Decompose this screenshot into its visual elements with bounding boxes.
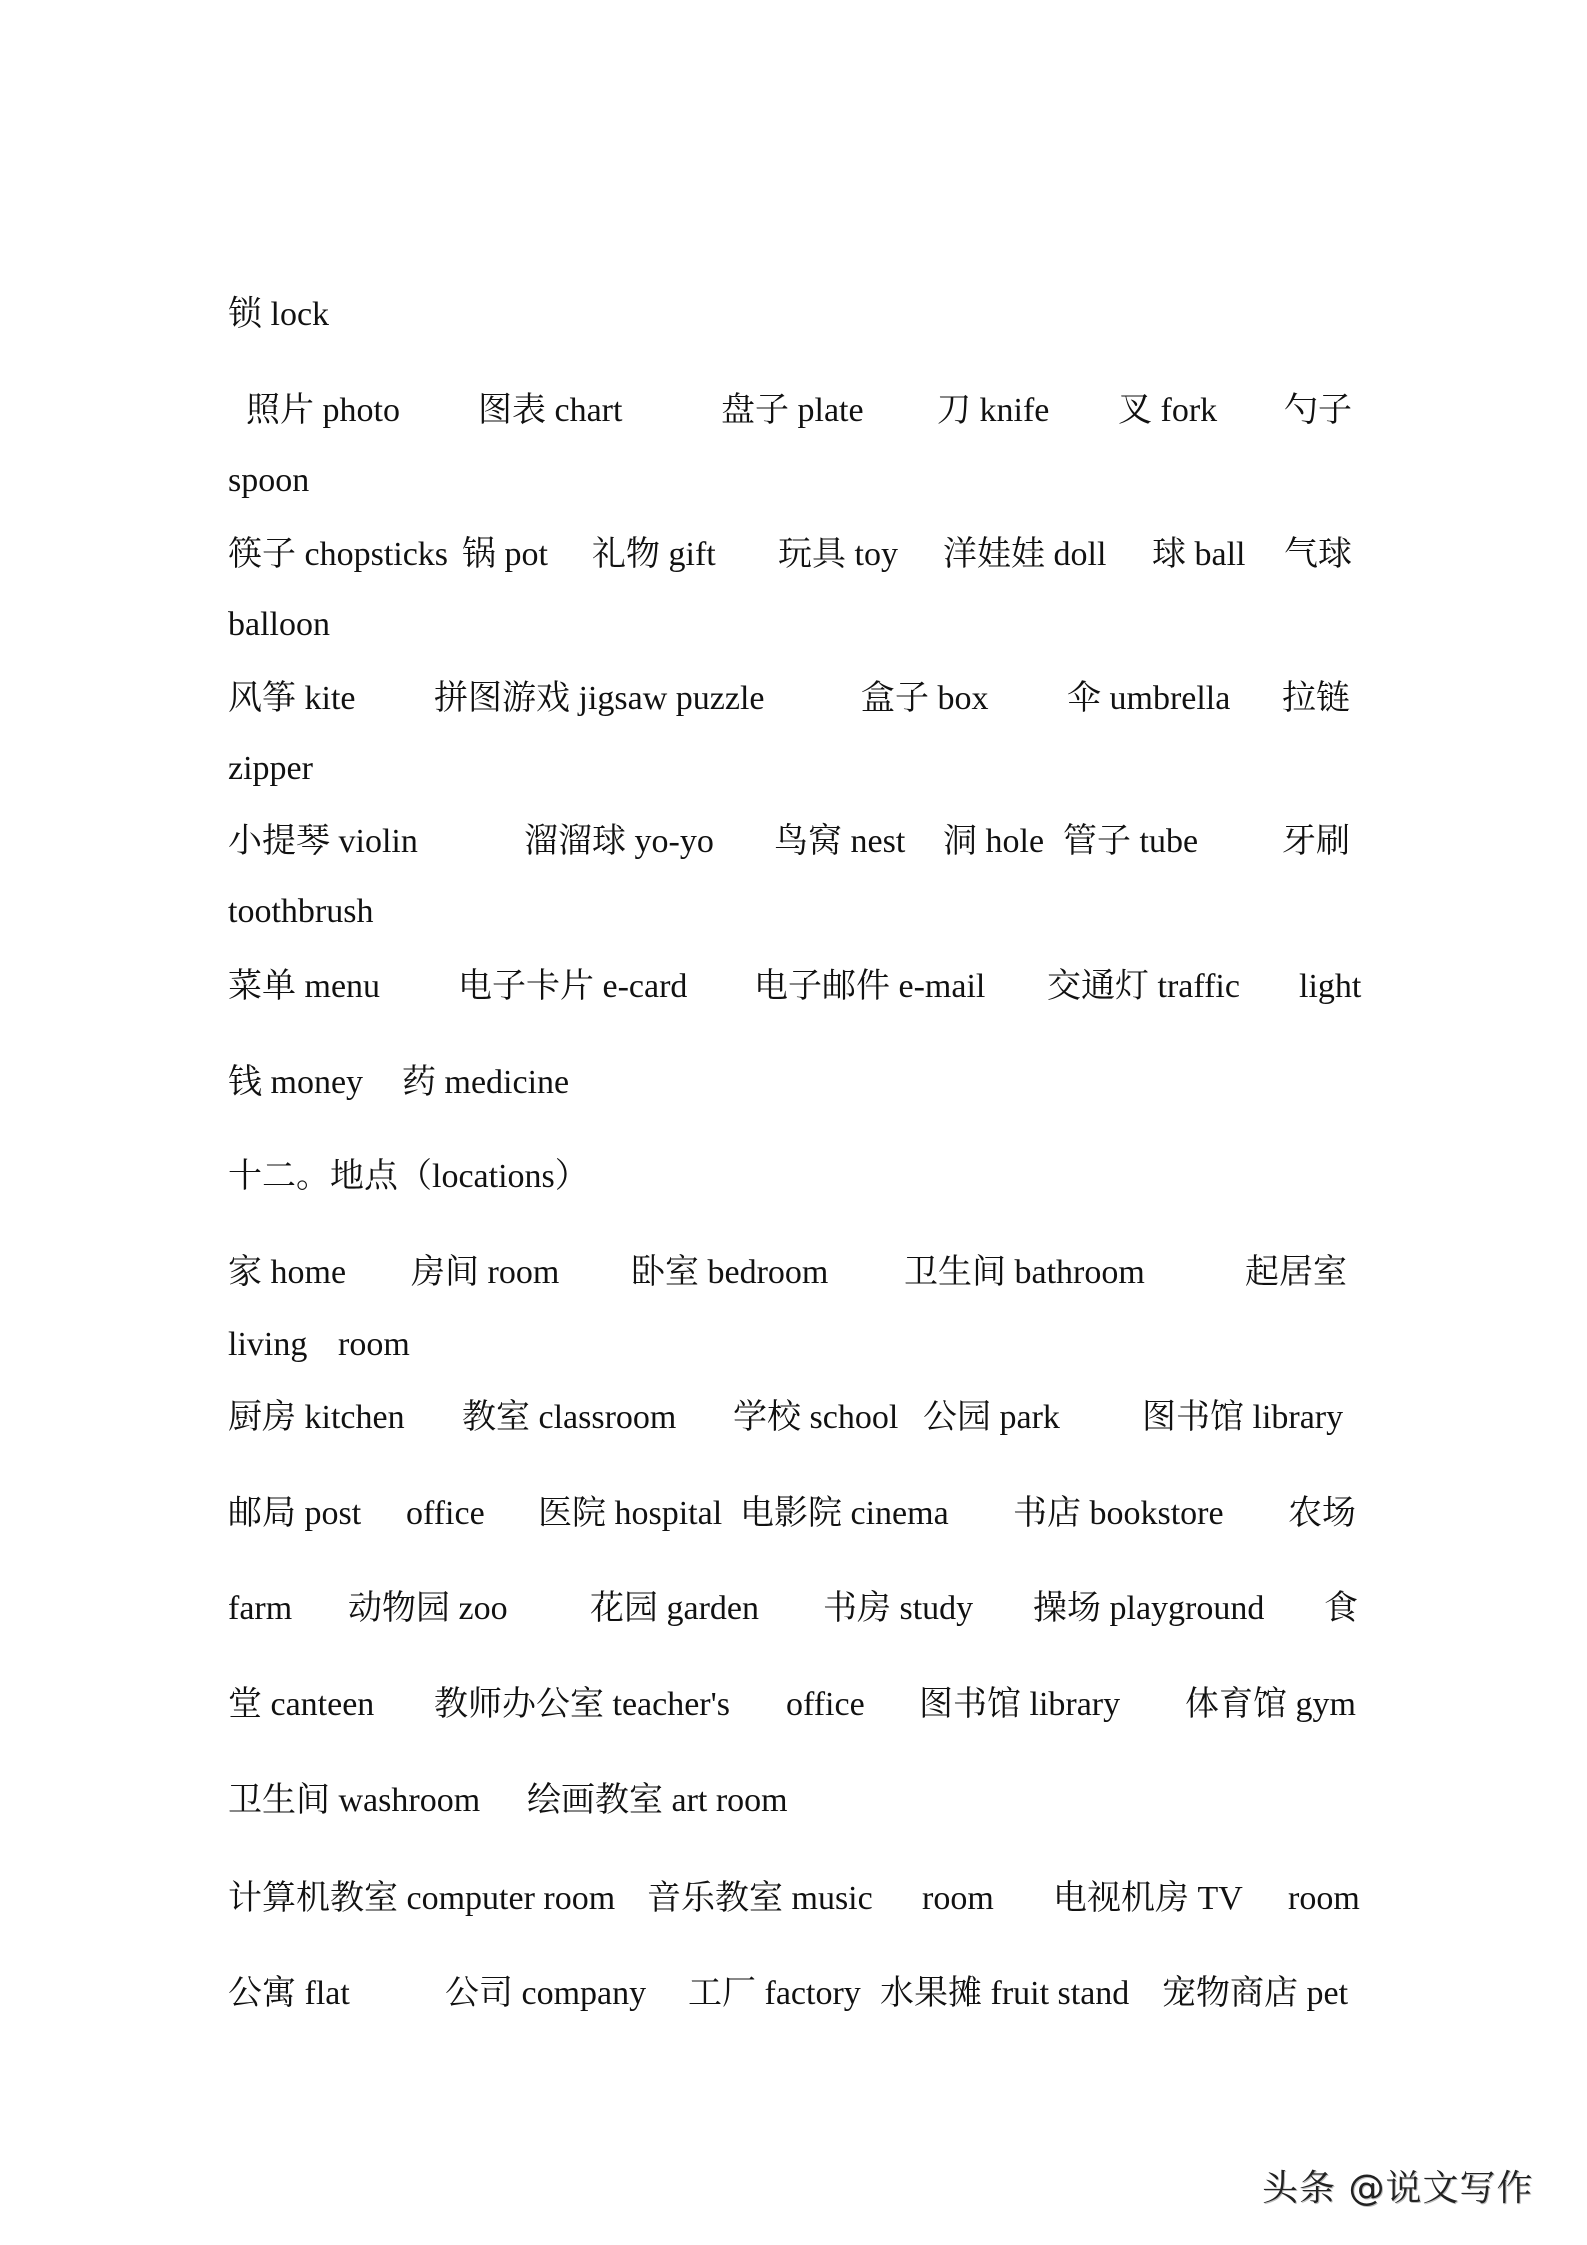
text-line: [0, 744, 1587, 794]
vocab-entry: spoon: [228, 462, 310, 499]
vocab-entry: 图书馆 library: [919, 1686, 1121, 1723]
vocab-entry: 操场 playground: [1033, 1590, 1265, 1627]
text-line: [0, 1489, 1587, 1539]
vocab-entry: 学校 school: [733, 1399, 899, 1436]
vocab-entry: 医院 hospital: [538, 1495, 723, 1532]
vocab-entry: 拉链: [1282, 680, 1350, 717]
vocab-entry: 气球: [1284, 536, 1352, 573]
vocab-entry: 工厂 factory: [688, 1975, 861, 2012]
vocab-entry: 电视机房 TV: [1053, 1880, 1243, 1917]
vocab-entry: 照片 photo: [246, 392, 400, 429]
vocab-entry: 玩具 toy: [778, 536, 898, 573]
watermark: 头条 @说文写作: [1262, 2168, 1534, 2209]
vocab-entry: office: [406, 1495, 485, 1532]
text-line: [0, 290, 1587, 340]
text-line: [0, 1680, 1587, 1730]
vocab-entry: 风筝 kite: [228, 680, 356, 717]
vocab-entry: 邮局 post: [228, 1495, 362, 1532]
vocab-entry: 卫生间 washroom: [228, 1782, 481, 1819]
vocab-entry: 洞 hole: [943, 823, 1045, 860]
vocab-entry: room: [1288, 1880, 1360, 1917]
vocab-entry: 锁 lock: [228, 296, 330, 333]
vocab-entry: 电子邮件 e-mail: [754, 968, 986, 1005]
vocab-entry: 礼物 gift: [592, 536, 716, 573]
text-line: [0, 1248, 1587, 1298]
vocab-entry: 水果摊 fruit stand: [880, 1975, 1130, 2012]
vocab-entry: toothbrush: [228, 893, 374, 930]
text-line: [0, 600, 1587, 650]
vocab-entry: 钱 money: [228, 1064, 364, 1101]
text-line: [0, 530, 1587, 580]
text-line: [0, 887, 1587, 937]
vocab-entry: 电影院 cinema: [740, 1495, 949, 1532]
text-line: [0, 1776, 1587, 1826]
text-line: [0, 1584, 1587, 1634]
vocab-entry: 溜溜球 yo-yo: [524, 823, 714, 860]
vocab-entry: 厨房 kitchen: [228, 1399, 405, 1436]
vocab-entry: 房间 room: [411, 1254, 560, 1291]
vocab-entry: 图书馆 library: [1142, 1399, 1344, 1436]
vocab-entry: 公司 company: [445, 1975, 647, 2012]
vocab-entry: farm: [228, 1590, 293, 1627]
text-line: [0, 962, 1587, 1012]
vocab-entry: 书房 study: [823, 1590, 974, 1627]
vocab-entry: 锅 pot: [462, 536, 548, 573]
vocab-entry: 伞 umbrella: [1067, 680, 1231, 717]
vocab-entry: office: [786, 1686, 865, 1723]
vocab-entry: light: [1299, 968, 1362, 1005]
vocab-entry: 起居室: [1245, 1254, 1347, 1291]
vocab-entry: 牙刷: [1282, 823, 1350, 860]
vocab-entry: balloon: [228, 606, 330, 643]
vocab-entry: 绘画教室 art room: [527, 1782, 788, 1819]
text-line: [0, 1152, 1587, 1202]
vocab-entry: 食: [1324, 1590, 1358, 1627]
text-line: [0, 1969, 1587, 2019]
vocab-entry: 卧室 bedroom: [631, 1254, 829, 1291]
vocab-entry: 洋娃娃 doll: [943, 536, 1107, 573]
section-heading: 十二。地点（locations）: [228, 1158, 589, 1195]
text-line: [0, 456, 1587, 506]
vocab-entry: 花园 garden: [590, 1590, 760, 1627]
vocab-entry: 体育馆 gym: [1185, 1686, 1356, 1723]
vocab-entry: 球 ball: [1152, 536, 1246, 573]
vocab-entry: 叉 fork: [1118, 392, 1218, 429]
vocab-entry: 堂 canteen: [228, 1686, 375, 1723]
text-line: [0, 1320, 1587, 1370]
vocab-entry: 菜单 menu: [228, 968, 381, 1005]
vocab-entry: 图表 chart: [478, 392, 623, 429]
text-line: [0, 1058, 1587, 1108]
vocab-entry: 筷子 chopsticks: [228, 536, 449, 573]
vocab-entry: 盒子 box: [861, 680, 989, 717]
vocab-entry: 家 home: [228, 1254, 347, 1291]
text-line: [0, 817, 1587, 867]
vocab-entry: 教师办公室 teacher's: [434, 1686, 730, 1723]
vocab-entry: living: [228, 1326, 308, 1363]
text-line: [0, 674, 1587, 724]
vocab-entry: 公寓 flat: [228, 1975, 350, 2012]
vocab-entry: 计算机教室 computer room: [228, 1880, 616, 1917]
vocab-entry: 拼图游戏 jigsaw puzzle: [434, 680, 765, 717]
vocab-entry: 宠物商店 pet: [1162, 1975, 1349, 2012]
vocab-entry: 卫生间 bathroom: [904, 1254, 1145, 1291]
vocab-entry: room: [338, 1326, 410, 1363]
text-line: [0, 1874, 1587, 1924]
vocab-entry: 盘子 plate: [721, 392, 864, 429]
vocab-entry: 药 medicine: [402, 1064, 570, 1101]
vocab-entry: room: [922, 1880, 994, 1917]
vocab-entry: zipper: [228, 750, 313, 787]
text-line: [0, 1393, 1587, 1443]
vocab-entry: 鸟窝 nest: [774, 823, 906, 860]
vocab-entry: 公园 park: [923, 1399, 1060, 1436]
vocab-entry: 动物园 zoo: [348, 1590, 508, 1627]
vocab-entry: 管子 tube: [1063, 823, 1199, 860]
vocab-entry: 小提琴 violin: [228, 823, 418, 860]
vocab-entry: 音乐教室 music: [647, 1880, 873, 1917]
vocab-entry: 交通灯 traffic: [1047, 968, 1240, 1005]
vocab-entry: 书店 bookstore: [1013, 1495, 1224, 1532]
vocab-entry: 刀 knife: [937, 392, 1050, 429]
vocab-entry: 教室 classroom: [462, 1399, 677, 1436]
text-line: [0, 386, 1587, 436]
vocab-entry: 电子卡片 e-card: [458, 968, 688, 1005]
vocab-entry: 农场: [1288, 1495, 1356, 1532]
vocab-entry: 勺子: [1284, 392, 1352, 429]
